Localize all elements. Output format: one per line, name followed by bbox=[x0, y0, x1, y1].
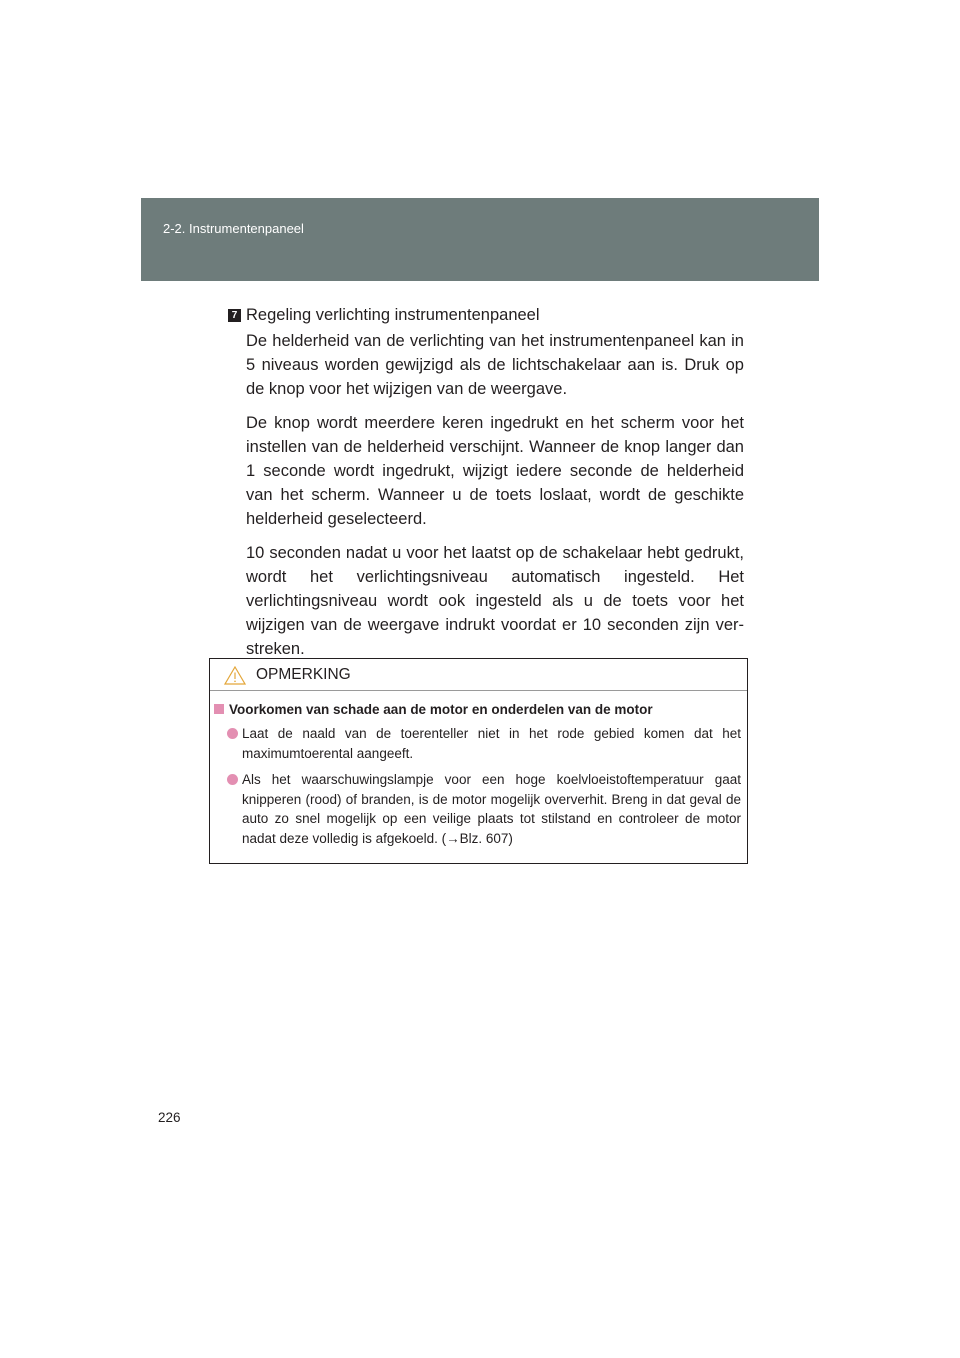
chapter-header-band bbox=[141, 198, 819, 281]
body-paragraph-2: De knop wordt meerdere keren ingedrukt en het scherm voor het instellen van de helderheid verschijnt. Wanneer de knop langer dan 1 seconde wordt ingedrukt, wijzigt iedere seconde de helderheid van het scherm. Wanneer u de toets loslaat, wordt de geschikte helderheid geselecteerd. bbox=[246, 414, 744, 528]
section-title: Regeling verlichting instrumentenpaneel bbox=[246, 305, 540, 324]
note-list-item-2 bbox=[210, 770, 741, 848]
section-number-marker: 7 bbox=[228, 309, 241, 322]
page-number: 226 bbox=[158, 1110, 181, 1125]
note-list-item-text: Als het waarschuwingslampje voor een hoge koelvloeistoftemperatuur gaat knipperen (rood) of branden, is de motor mogelijk oververhit. Breng in dat geval de auto zo snel mogelijk op een veilige plaats tot stilstand en controleer de motor nadat deze volledig is afgekoeld. (→Blz. 607) bbox=[242, 772, 741, 846]
note-list-item-1 bbox=[210, 724, 741, 763]
note-list-item-text: Laat de naald van de toerenteller niet in het rode gebied komen dat het maximumtoerental aangeeft. bbox=[242, 726, 741, 761]
section-heading bbox=[228, 304, 540, 326]
square-bullet-icon bbox=[214, 704, 224, 714]
note-heading-text: Voorkomen van schade aan de motor en onderdelen van de motor bbox=[229, 702, 653, 717]
round-bullet-icon bbox=[227, 774, 238, 785]
chapter-section-label: 2-2. Instrumentenpaneel bbox=[163, 221, 304, 236]
section-body bbox=[246, 329, 744, 661]
note-body bbox=[210, 691, 747, 848]
body-paragraph-1: De helderheid van de verlichting van het instrumentenpaneel kan in 5 niveaus worden gewijzigd als de lichtschakelaar aan is. Druk op de knop voor het wijzigen van de weergave. bbox=[246, 332, 744, 398]
body-paragraph-3: 10 seconden nadat u voor het laatst op de schakelaar hebt gedrukt, wordt het verlichtingsniveau automatisch ingesteld. Het verlichtingsniveau wordt ook ingesteld als u de toets voor het wijzigen van de weergave indrukt voordat er 10 seconden zijn ver-streken. bbox=[246, 544, 744, 658]
note-title: OPMERKING bbox=[256, 666, 351, 683]
note-header bbox=[210, 659, 747, 691]
warning-triangle-icon bbox=[224, 666, 246, 690]
round-bullet-icon bbox=[227, 728, 238, 739]
note-item-heading bbox=[210, 702, 741, 717]
note-box bbox=[209, 658, 748, 864]
